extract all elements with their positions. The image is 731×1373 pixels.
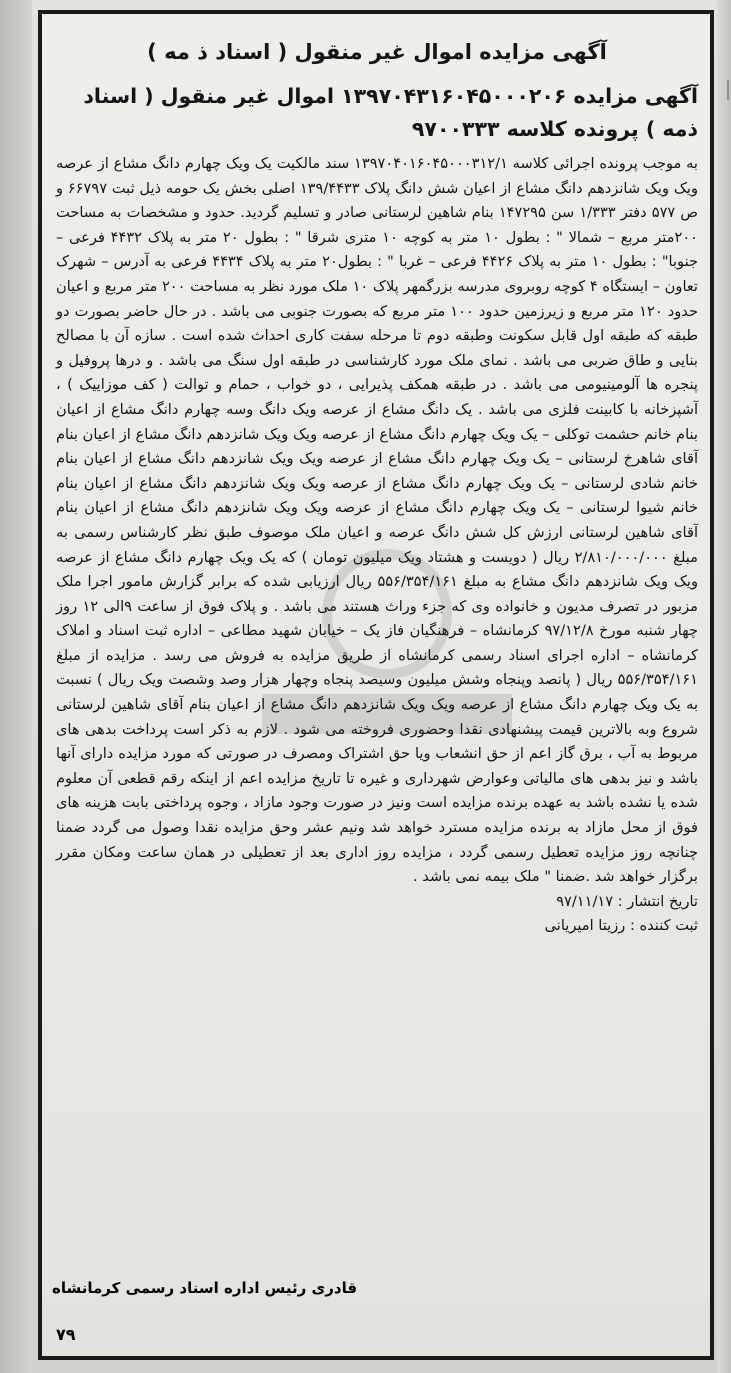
notice-body: به موجب پرونده اجرائی کلاسه ۱۳۹۷۰۴۰۱۶۰۴۵۰۰۰۳۱۲/۱ سند مالکیت یک ویک چهارم دانگ مشاع از عرصه ویک ویک شانزدهم دانگ مشاع از اعیان شش دانگ پلاک ۱۳۹/۴۴۳۳ اصلی بخش یک حومه ذیل ثبت ۶۶۷۹۷ و ص ۵۷۷ دفتر ۱/۳۳۳ سن ۱۴۷۲۹۵ بنام شاهین لرستانی صادر و تسلیم گردید. حدود و مشخصات به مساحت ۲۰۰متر مربع – شمالا " : بطول ۱۰ متر به کوچه ۱۰ متری شرقا " : بطول ۲۰ متر به پلاک ۴۴۳۲ فرعی – جنوبا" : بطول ۱۰ متر به پلاک ۴۴۲۶ فرعی – غربا " : بطول۲۰ متر به پلاک ۴۴۳۴ فرعی به آدرس – شهرک تعاون – ایستگاه ۴ کوچه روبروی مدرسه بزرگمهر پلاک ۱۰ ملک مورد نظر به مساحت ۲۰۰ متر مربع و اعیان حدود ۱۲۰ متر مربع و زیرزمین حدود ۱۰۰ متر مربع که بصورت جنوبی می باشد . در حال حاضر بصورت دو طبقه که طبقه اول قابل سکونت وطبقه دوم تا مرحله سفت کاری احداث شده است . سازه آن با مصالح بنایی و طاق ضربی می باشد . نمای ملک مورد کارشناسی در طبقه اول سنگ می باشد . و درها پروفیل و پنجره ها آلومینیومی می باشد . در طبقه همکف پذیرایی ، دو خواب ، حمام و توالت ( کف موزاییک ) ، آشپزخانه با کابینت فلزی می باشد . یک دانگ مشاع از عرصه ویک دانگ وسه چهارم دانگ مشاع از اعیان بنام خانم حشمت توکلی – یک ویک چهارم دانگ مشاع از عرصه ویک ویک شانزدهم دانگ مشاع از اعیان بنام آقای شاهرخ لرستانی – یک ویک چهارم دانگ مشاع از عرصه ویک ویک شانزدهم دانگ مشاع از اعیان بنام خانم شادی لرستانی – یک ویک چهارم دانگ مشاع از عرصه ویک ویک شانزدهم دانگ مشاع از اعیان بنام خانم شیوا لرستانی – یک ویک چهارم دانگ مشاع از عرصه ویک ویک شانزدهم دانگ مشاع از اعیان بنام آقای شاهین لرستانی ارزش کل شش دانگ عرصه و اعیان ملک موصوف طبق نظر کارشناس رسمی به مبلغ ۲/۸۱۰/۰۰۰/۰۰۰ ریال ( دویست و هشتاد ویک میلیون تومان ) که یک ویک چهارم دانگ مشاع از عرصه ویک ویک شانزدهم دانگ مشاع به مبلغ ۵۵۶/۳۵۴/۱۶۱ ریال ارزیابی شده که برابر گزارش مامور اجرا ملک مزبور در تصرف مدیون و خانواده وی که جزء وراث هستند می باشد . و پلاک فوق از ساعت ۹الی ۱۲ روز چهار شنبه مورخ ۹۷/۱۲/۸ کرمانشاه – فرهنگیان فاز یک – خیابان شهید مطاعی – اداره ثبت اسناد و املاک کرمانشاه – اداره اجرای اسناد رسمی کرمانشاه از طریق مزایده به فروش می رسد . مزایده از مبلغ ۵۵۶/۳۵۴/۱۶۱ ریال ( پانصد وپنجاه وشش میلیون وسیصد پنجاه وچهار هزار وصد وشصت ویک ریال ) نسبت به یک ویک چهارم دانگ مشاع از عرصه ویک ویک شانزدهم دانگ مشاع از اعیان بنام آقای شاهین لرستانی شروع وبه بالاترین قیمت پیشنهادی نقدا وحضوری فروخته می شود . لازم به ذکر است پرداخت بدهی های مربوط به آب ، برق گاز اعم از حق انشعاب ویا حق اشتراک ومصرف در صورتی که مورد مزایده دارای آنها باشد و نیز بدهی های مالیاتی وعوارض شهرداری و غیره تا تاریخ مزایده اعم از اینکه رقم قطعی آن معلوم شده یا نشده باشد به عهده برنده مزایده است ونیز در صورت وجود مازاد ، وجوه پرداختی بابت هزینه های فوق از محل مازاد به برنده مزایده مسترد خواهد شد ونیم عشر وحق مزایده نقدا وصول می گردد ضمنا چنانچه روز مزایده تعطیل رسمی گردد ، مزایده روز اداری بعد از تعطیلی در همان ساعت ومکان مقرر برگزار خواهد شد .ضمنا " ملک بیمه نمی باشد . [56, 155, 699, 886]
page-edge-left [0, 0, 32, 1373]
notice-content [56, 38, 698, 939]
notice-frame [38, 10, 714, 1360]
registrar: ثبت کننده : رزیتا امیریانی [544, 917, 698, 935]
adjacent-column-fragment [717, 80, 729, 100]
notice-subtitle: آگهی مزایده ۱۳۹۷۰۴۳۱۶۰۴۵۰۰۰۲۰۶ اموال غیر منقول ( اسناد ذمه ) پرونده کلاسه ۹۷۰۰۳۳۳ [83, 84, 698, 141]
publish-date: تاریخ انتشار : ۹۷/۱۱/۱۷ [556, 892, 698, 910]
page-number: ۷۹ [56, 1325, 76, 1344]
notice-title: آگهی مزایده اموال غیر منقول ( اسناد ذ مه ) [147, 40, 607, 64]
signature-line: قادری رئیس اداره اسناد رسمی کرمانشاه [52, 1279, 358, 1297]
page-edge-right [717, 0, 731, 1373]
